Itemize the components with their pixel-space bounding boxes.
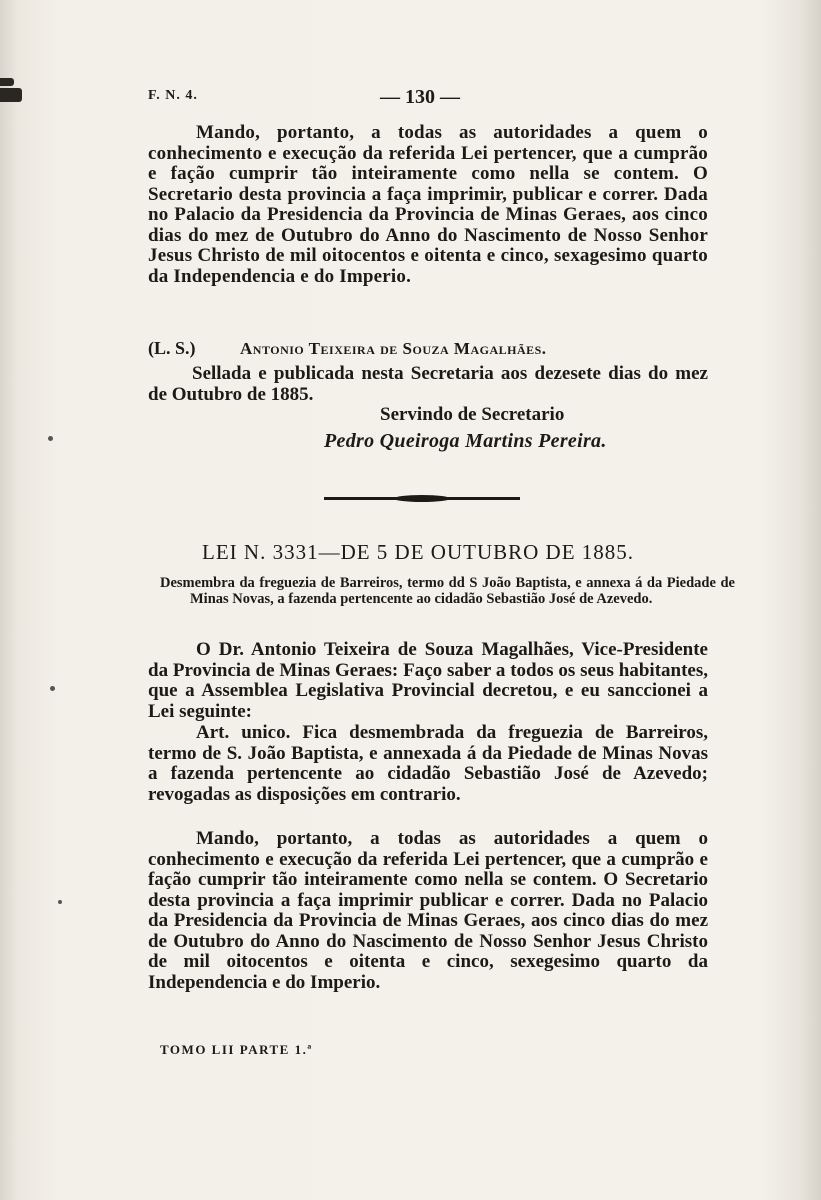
mando-paragraph-2: Mando, portanto, a todas as autoridades a quem o conhecimento e execução da referida Lei pertencer, que a cumprão e fação cumprir tão inteiramente como nella se contem. O Secretario desta provincia a faça imprimir publicar e correr. Dada no Palacio da Presidencia da Provincia de Minas Geraes, aos cinco dias do mez de Outubro do Anno do Nascimento de Nosso Senhor Jesus Christo de mil oitocentos e oitenta e cinco, sexegesimo quarto da Independencia e do Imperio. bbox=[148, 828, 708, 993]
binding-mark bbox=[0, 88, 22, 102]
ink-speck bbox=[50, 686, 55, 691]
secretary-name: Pedro Queiroga Martins Pereira. bbox=[324, 430, 607, 452]
ink-speck bbox=[58, 900, 62, 904]
lei-preamble: O Dr. Antonio Teixeira de Souza Magalhães, Vice-Presidente da Provincia de Minas Geraes: Faço saber a todos os seus habitantes, que a Assemblea Legislativa Provincial decretou, e eu sanccionei a Lei seguinte: bbox=[148, 639, 708, 722]
servindo-line: Servindo de Secretario bbox=[380, 404, 565, 425]
signatory-name: Antonio Teixeira de Souza Magalhães. bbox=[240, 339, 547, 358]
lei-summary: Desmembra da freguezia de Barreiros, termo dd S João Baptista, e annexa á da Piedade de Minas Novas, a fazenda pertencente ao cidadão Sebastião José de Azevedo. bbox=[160, 575, 735, 607]
section-divider bbox=[324, 497, 520, 500]
volume-mark: TOMO LII PARTE 1.ª bbox=[160, 1042, 313, 1057]
page-number: — 130 — bbox=[380, 86, 460, 108]
folio-mark: F. N. 4. bbox=[148, 88, 198, 103]
page-header bbox=[148, 86, 708, 116]
lei-title: LEI N. 3331—DE 5 DE OUTUBRO DE 1885. bbox=[202, 540, 635, 564]
sellada-paragraph: Sellada e publicada nesta Secretaria aos dezesete dias do mez de Outubro de 1885. bbox=[148, 363, 708, 405]
binding-mark bbox=[0, 78, 14, 86]
seal-mark: (L. S.) bbox=[148, 338, 196, 358]
mando-paragraph-1: Mando, portanto, a todas as autoridades a quem o conhecimento e execução da referida Lei pertencer, que a cumprão e fação cumprir tão inteiramente como nella se contem. O Secretario desta provincia a faça imprimir, publicar e correr. Dada no Palacio da Presidencia da Provincia de Minas Geraes, aos cinco dias do mez de Outubro do Anno do Nascimento de Nosso Senhor Jesus Christo de mil oitocentos e oitenta e cinco, sexagesimo quarto da Independencia e do Imperio. bbox=[148, 122, 708, 287]
ink-speck bbox=[48, 436, 53, 441]
lei-article: Art. unico. Fica desmembrada da freguezia de Barreiros, termo de S. João Baptista, e annexada á da Piedade de Minas Novas a fazenda pertencente ao cidadão Sebastião José de Azevedo; revogadas as disposições em contrario. bbox=[148, 722, 708, 805]
